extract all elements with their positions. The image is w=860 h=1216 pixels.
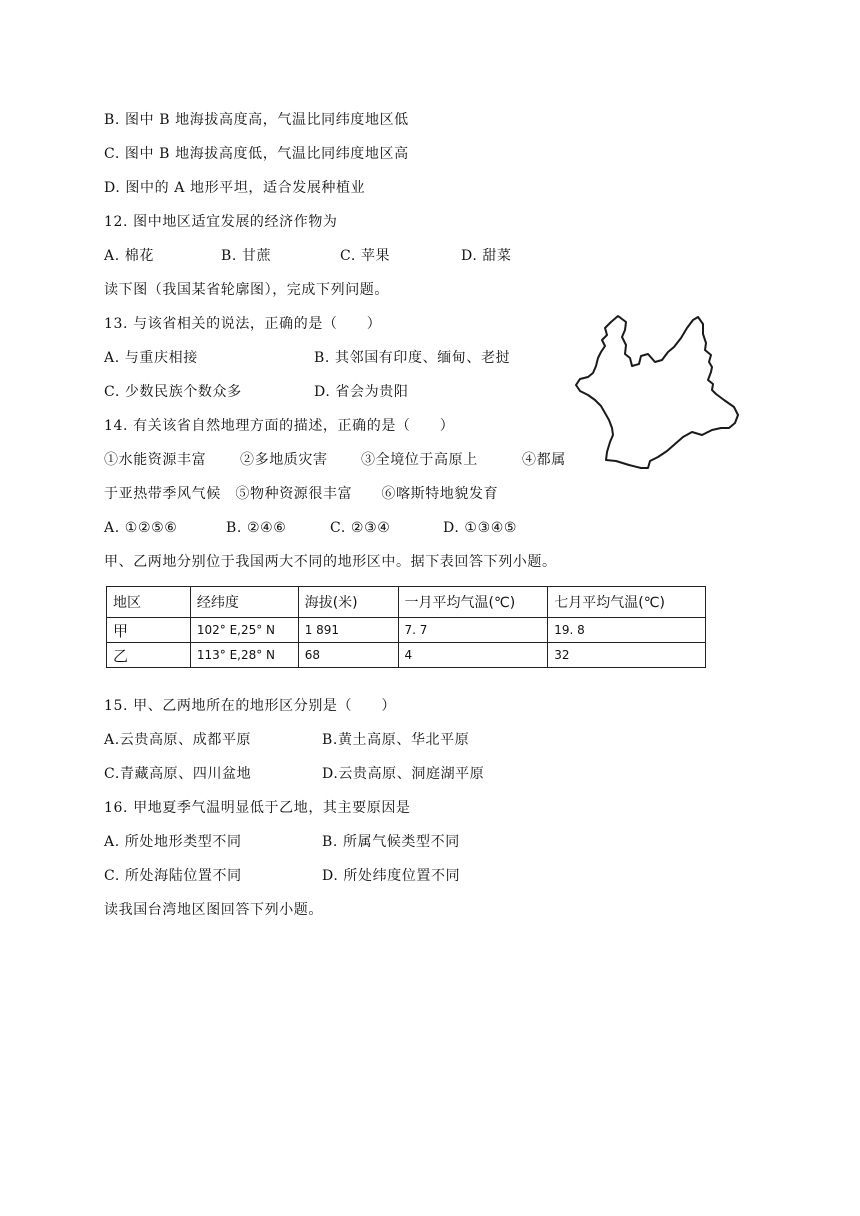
- q12-stem: 12. 图中地区适宜发展的经济作物为: [104, 214, 338, 230]
- q12-option-a: A. 棉花: [104, 248, 155, 264]
- q14-stem: 14. 有关该省自然地理方面的描述，正确的是（ ）: [104, 418, 455, 434]
- header-region: 地区: [107, 587, 191, 618]
- cell-region: 乙: [107, 643, 191, 668]
- header-elevation: 海拔(米): [298, 587, 398, 618]
- q15-stem: 15. 甲、乙两地所在的地形区分别是（ ）: [104, 698, 396, 714]
- q13-option-b: B. 其邻国有印度、缅甸、老挝: [314, 350, 511, 366]
- q14-item-2: ②多地质灾害: [240, 452, 328, 468]
- q11-option-c: C. 图中 B 地海拔高度低，气温比同纬度地区高: [104, 146, 409, 162]
- q16-option-d: D. 所处纬度位置不同: [322, 868, 461, 884]
- cell-elevation: 1 891: [298, 618, 398, 643]
- q14-item-1: ①水能资源丰富: [104, 452, 207, 468]
- q11-option-b: B. 图中 B 地海拔高度高，气温比同纬度地区低: [104, 112, 409, 128]
- q13-option-d: D. 省会为贵阳: [314, 384, 409, 400]
- q16-stem: 16. 甲地夏季气温明显低于乙地，其主要原因是: [104, 800, 411, 816]
- climate-table: [106, 586, 706, 668]
- q15-option-d: D.云贵高原、洞庭湖平原: [322, 766, 485, 782]
- q12-option-b: B. 甘蔗: [221, 248, 272, 264]
- header-coordinates: 经纬度: [190, 587, 298, 618]
- q14-option-a: A. ①②⑤⑥: [104, 520, 178, 536]
- q16-option-a: A. 所处地形类型不同: [104, 834, 242, 850]
- q14-option-b: B. ②④⑥: [226, 520, 287, 536]
- cell-jan-temp: 4: [398, 643, 548, 668]
- q14-item-3: ③全境位于高原上: [361, 452, 478, 468]
- q13-option-a: A. 与重庆相接: [104, 350, 198, 366]
- q15-option-a: A.云贵高原、成都平原: [104, 732, 252, 748]
- taiwan-intro: 读我国台湾地区图回答下列小题。: [104, 902, 323, 918]
- table-intro: 甲、乙两地分别位于我国两大不同的地形区中。据下表回答下列小题。: [104, 554, 557, 570]
- q15-option-b: B.黄土高原、华北平原: [322, 732, 470, 748]
- q13-option-c: C. 少数民族个数众多: [104, 384, 242, 400]
- cell-jul-temp: 32: [548, 643, 706, 668]
- q13-stem: 13. 与该省相关的说法，正确的是（ ）: [104, 316, 382, 332]
- cell-jan-temp: 7. 7: [398, 618, 548, 643]
- q12-option-d: D. 甜菜: [461, 248, 512, 264]
- header-jan-temp: 一月平均气温(℃): [398, 587, 548, 618]
- q11-option-d: D. 图中的 A 地形平坦，适合发展种植业: [104, 180, 366, 196]
- province-outline-map: [574, 310, 744, 475]
- q15-option-c: C.青藏高原、四川盆地: [104, 766, 252, 782]
- table-header-row: [107, 587, 706, 618]
- table-row: [107, 618, 706, 643]
- cell-jul-temp: 19. 8: [548, 618, 706, 643]
- q16-option-c: C. 所处海陆位置不同: [104, 868, 242, 884]
- cell-region: 甲: [107, 618, 191, 643]
- cell-coordinates: 102° E,25° N: [190, 618, 298, 643]
- q14-item-4: ④都属: [522, 452, 566, 468]
- cell-elevation: 68: [298, 643, 398, 668]
- q14-option-d: D. ①③④⑤: [443, 520, 518, 536]
- cell-coordinates: 113° E,28° N: [190, 643, 298, 668]
- q12-option-c: C. 苹果: [340, 248, 391, 264]
- q16-option-b: B. 所属气候类型不同: [322, 834, 460, 850]
- map-intro: 读下图（我国某省轮廓图），完成下列问题。: [104, 282, 389, 298]
- table-row: [107, 643, 706, 668]
- q14-items-continued: 于亚热带季风气候 ⑤物种资源很丰富 ⑥喀斯特地貌发育: [104, 486, 499, 502]
- header-jul-temp: 七月平均气温(℃): [548, 587, 706, 618]
- q14-option-c: C. ②③④: [330, 520, 391, 536]
